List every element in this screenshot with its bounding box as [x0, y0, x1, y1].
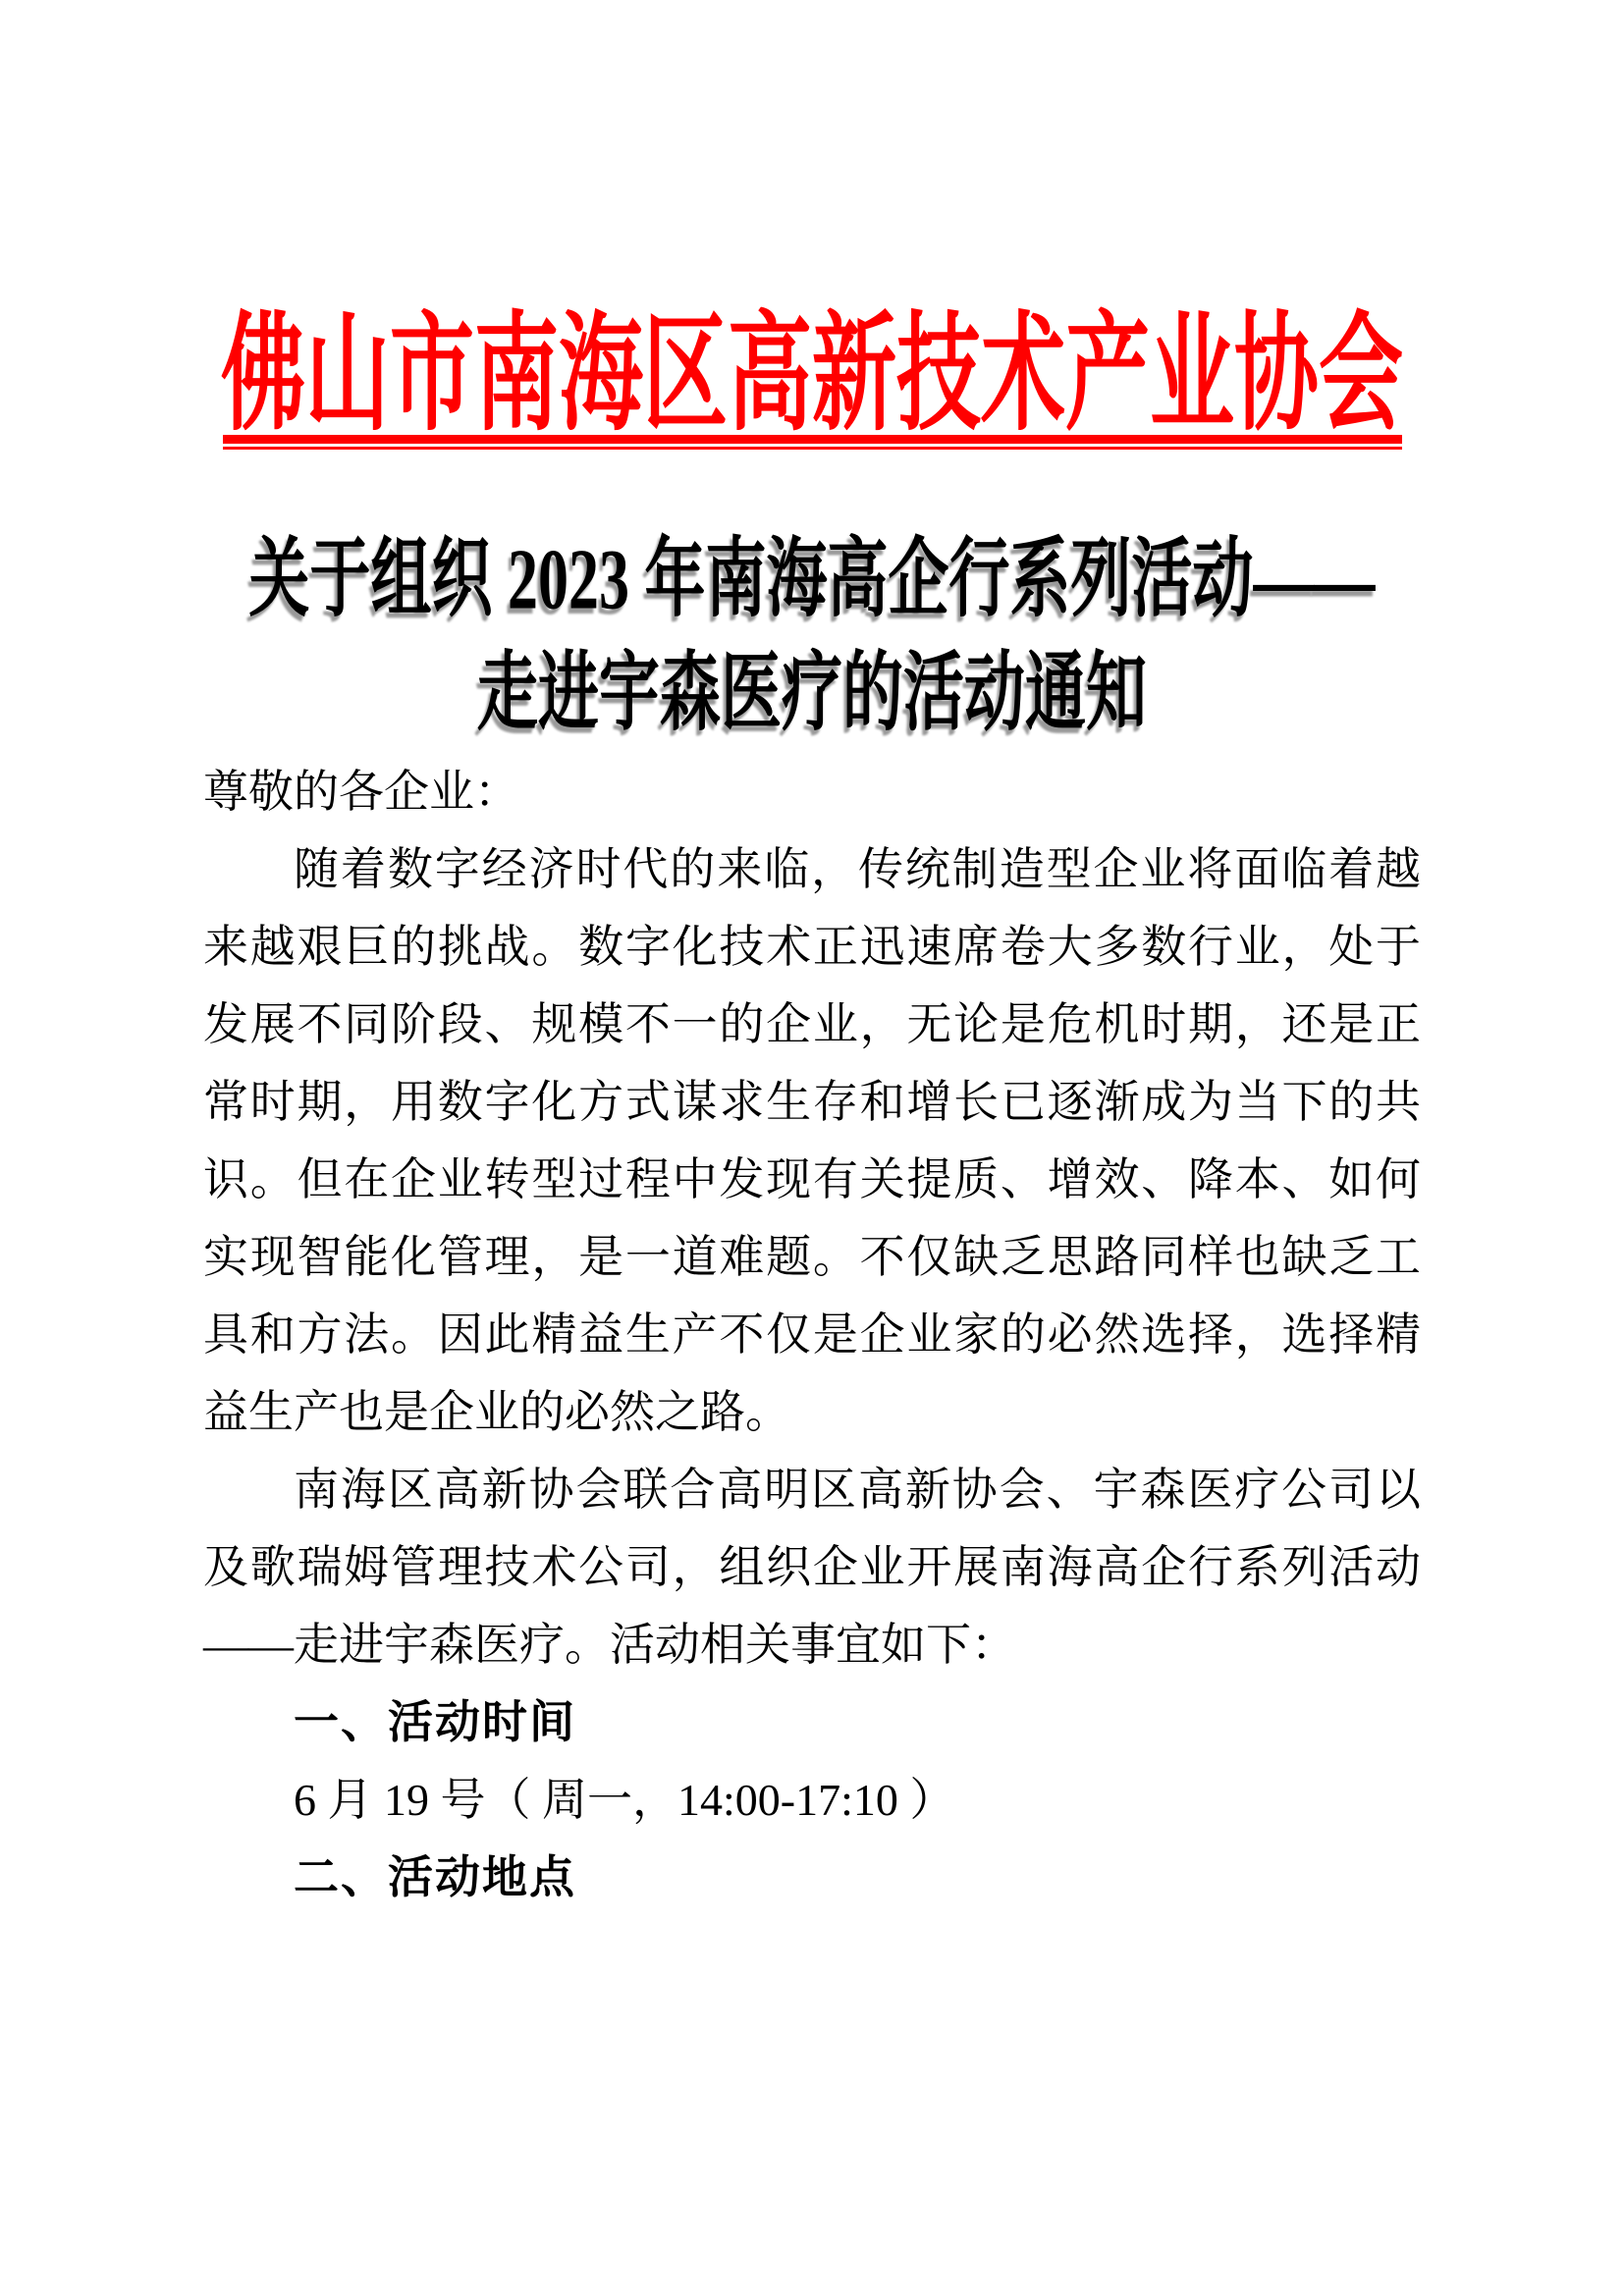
section-heading-activity-time: 一、活动时间	[294, 1697, 576, 1747]
salutation: 尊敬的各企业：	[203, 767, 519, 817]
activity-time-value: 6 月 19 号（ 周一，14:00-17:10 ）	[294, 1775, 955, 1825]
section-heading-activity-location: 二、活动地点	[294, 1852, 576, 1902]
paragraph-organizers: 南海区高新协会联合高明区高新协会、宇森医疗公司以及歌瑞姆管理技术公司，组织企业开展南海高企行系列活动——走进宇森医疗。活动相关事宜如下：	[203, 1465, 1421, 1670]
letterhead-org-name: 佛山市南海区高新技术产业协会	[221, 302, 1403, 447]
document-body	[203, 753, 1421, 1916]
paragraph-intro: 随着数字经济时代的来临，传统制造型企业将面临着越来越艰巨的挑战。数字化技术正迅速席卷大多数行业，处于发展不同阶段、规模不一的企业，无论是危机时期，还是正常时期，用数字化方式谋求生存和增长已逐渐成为当下的共识。但在企业转型过程中发现有关提质、增效、降本、如何实现智能化管理，是一道难题。不仅缺乏思路同样也缺乏工具和方法。因此精益生产不仅是企业家的必然选择，选择精益生产也是企业的必然之路。	[203, 844, 1421, 1437]
document-title-line2: 走进宇森医疗的活动通知	[476, 646, 1147, 742]
letterhead	[0, 294, 1624, 450]
document-title-line1: 关于组织 2023 年南海高企行系列活动——	[248, 532, 1376, 628]
letterhead-org-wrap	[0, 294, 1624, 447]
document-title	[0, 523, 1624, 751]
